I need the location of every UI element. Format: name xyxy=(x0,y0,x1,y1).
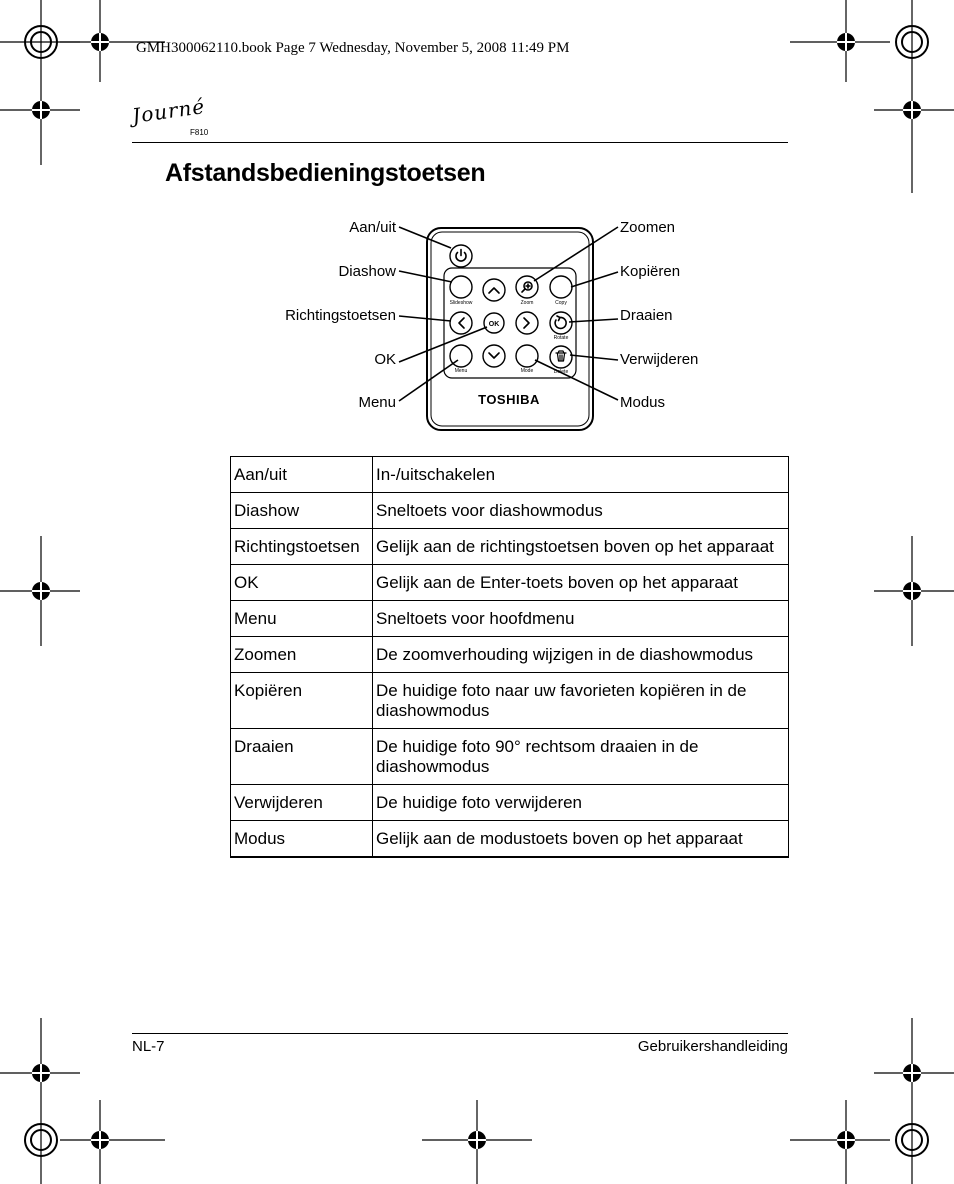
down-button xyxy=(483,345,505,367)
key-name-cell: Menu xyxy=(231,601,373,637)
callout-direction-keys: Richtingstoetsen xyxy=(285,307,396,324)
manual-name: Gebruikershandleiding xyxy=(637,1038,788,1055)
callout-menu: Menu xyxy=(358,394,396,411)
table-row xyxy=(231,637,789,673)
ok-glyph: OK xyxy=(488,321,500,328)
table-row xyxy=(231,493,789,529)
callout-copy: Kopiëren xyxy=(620,263,681,280)
caption-mode: Mode xyxy=(520,368,534,374)
key-description-cell: De huidige foto 90° rechtsom draaien in de diashowmodus xyxy=(373,729,789,785)
caption-delete: Delete xyxy=(553,369,569,375)
key-name-cell: Modus xyxy=(231,821,373,858)
key-description-cell: De huidige foto verwijderen xyxy=(373,785,789,821)
key-name-cell: Kopiëren xyxy=(231,673,373,729)
caption-copy: Copy xyxy=(555,300,567,306)
caption-slideshow: Slideshow xyxy=(449,300,473,306)
key-description-cell: Sneltoets voor hoofdmenu xyxy=(373,601,789,637)
delete-button xyxy=(550,346,572,368)
brand-logo: Journé xyxy=(130,94,207,128)
key-description-cell: De zoomverhouding wijzigen in de diashowmodus xyxy=(373,637,789,673)
slideshow-button xyxy=(450,276,472,298)
caption-zoom: Zoom xyxy=(520,300,534,306)
table-row xyxy=(231,457,789,493)
key-name-cell: Draaien xyxy=(231,729,373,785)
table-row xyxy=(231,821,789,858)
key-description-cell: Gelijk aan de Enter-toets boven op het apparaat xyxy=(373,565,789,601)
key-name-cell: OK xyxy=(231,565,373,601)
table-row xyxy=(231,673,789,729)
callout-mode: Modus xyxy=(620,394,666,411)
callout-rotate: Draaien xyxy=(620,307,673,324)
key-description-cell: Sneltoets voor diashowmodus xyxy=(373,493,789,529)
page-number: NL-7 xyxy=(132,1038,165,1055)
toshiba-logo: TOSHIBA xyxy=(478,392,540,407)
print-header: GMH300062110.book Page 7 Wednesday, November 5, 2008 11:49 PM xyxy=(136,40,570,56)
rotate-button xyxy=(550,312,572,334)
caption-menu: Menu xyxy=(454,368,468,374)
left-button xyxy=(450,312,472,334)
callout-slideshow: Diashow xyxy=(338,263,396,280)
key-name-cell: Diashow xyxy=(231,493,373,529)
copy-button xyxy=(550,276,572,298)
table-row xyxy=(231,729,789,785)
key-name-cell: Zoomen xyxy=(231,637,373,673)
caption-rotate: Rotate xyxy=(553,335,569,341)
callout-delete: Verwijderen xyxy=(620,351,699,368)
table-row xyxy=(231,601,789,637)
model-number: F810 xyxy=(190,128,209,137)
mode-button xyxy=(516,345,538,367)
right-button xyxy=(516,312,538,334)
key-name-cell: Verwijderen xyxy=(231,785,373,821)
table-row xyxy=(231,529,789,565)
zoom-button xyxy=(516,276,538,298)
callout-ok: OK xyxy=(374,351,396,368)
footer-rule xyxy=(132,1033,788,1034)
key-description-cell: Gelijk aan de richtingstoetsen boven op het apparaat xyxy=(373,529,789,565)
key-description-table xyxy=(230,456,789,858)
table-row xyxy=(231,565,789,601)
up-button xyxy=(483,279,505,301)
key-name-cell: Aan/uit xyxy=(231,457,373,493)
key-name-cell: Richtingstoetsen xyxy=(231,529,373,565)
callout-zoom: Zoomen xyxy=(620,219,676,236)
key-description-cell: In-/uitschakelen xyxy=(373,457,789,493)
table-row xyxy=(231,785,789,821)
callout-power: Aan/uit xyxy=(349,219,396,236)
key-description-cell: Gelijk aan de modustoets boven op het apparaat xyxy=(373,821,789,858)
key-description-cell: De huidige foto naar uw favorieten kopiëren in de diashowmodus xyxy=(373,673,789,729)
remote-illustration xyxy=(0,0,954,440)
page-title: Afstandsbedieningstoetsen xyxy=(165,159,486,187)
